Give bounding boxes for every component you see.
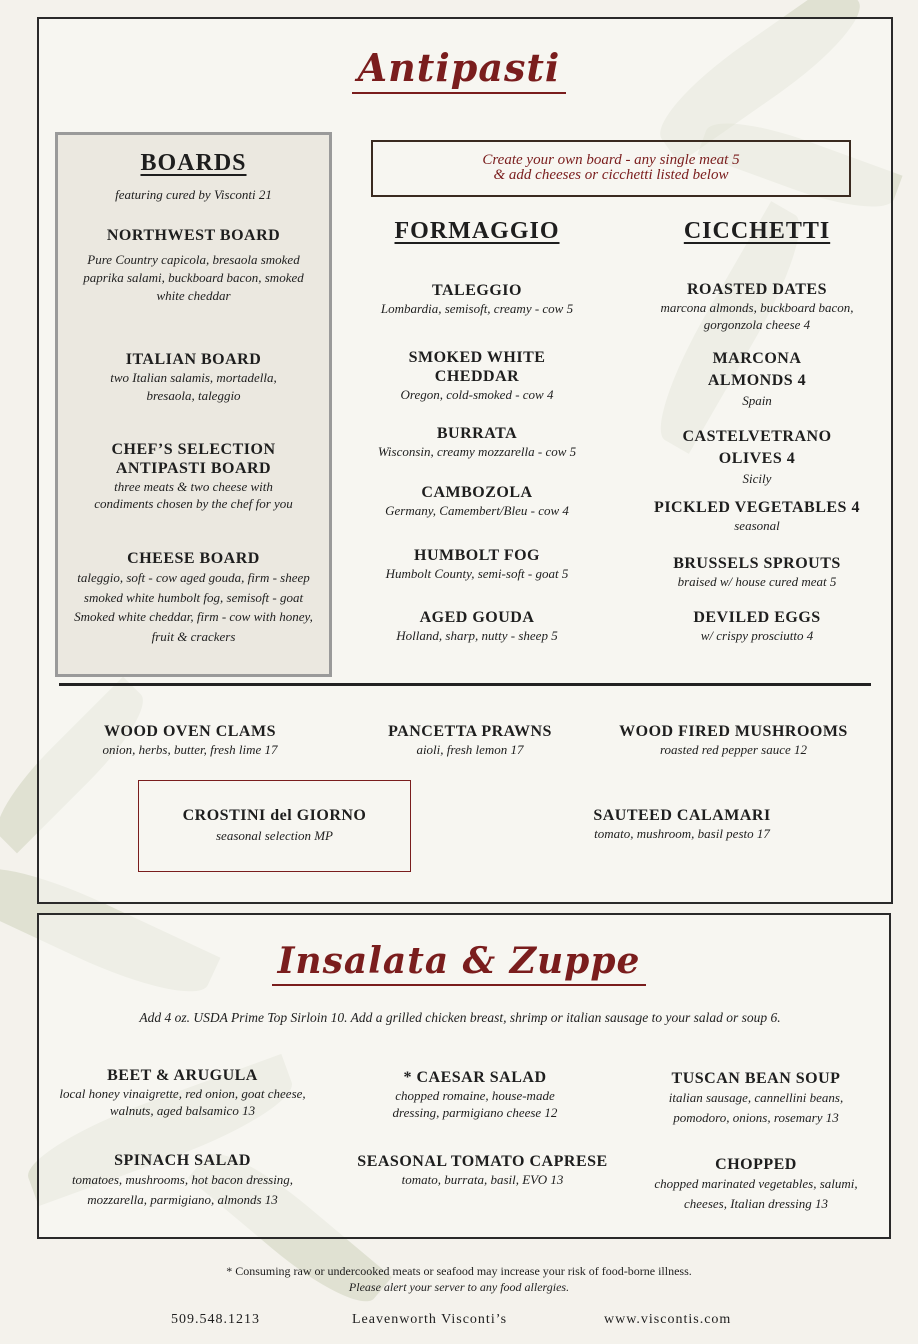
menu-item-taleggio	[352, 281, 602, 317]
menu-item-marcona-almonds	[632, 348, 882, 409]
item-desc: w/ crispy prosciutto 4	[700, 628, 814, 643]
item-desc: Oregon, cold-smoked - cow 4	[400, 387, 554, 402]
item-name: CASTELVETRANO OLIVES 4	[682, 428, 832, 467]
formaggio-heading: FORMAGGIO	[394, 218, 560, 244]
item-desc: Wisconsin, creamy mozzarella - cow 5	[377, 444, 577, 459]
item-name: TUSCAN BEAN SOUP	[671, 1070, 841, 1087]
item-name: HUMBOLT FOG	[414, 547, 540, 564]
footer-restaurant-name: Leavenworth Visconti’s	[352, 1312, 508, 1327]
menu-item-deviled-eggs	[632, 608, 882, 644]
menu-item-spinach-salad	[60, 1151, 305, 1210]
menu-item-smoked-white-cheddar	[352, 348, 602, 403]
item-name-text: CROSTINI del GIORNO	[182, 807, 367, 824]
menu-item-wood-oven-clams	[55, 722, 325, 758]
item-desc: three meats & two cheese with condiments chosen by the chef for you	[94, 479, 293, 511]
allergy-note: Please alert your server to any food allergies.	[348, 1280, 570, 1294]
item-name: WOOD OVEN CLAMS	[104, 723, 276, 740]
insalata-title: Insalata & Zuppe	[0, 940, 918, 982]
menu-item-cheese-board	[62, 549, 325, 646]
menu-item-crostini	[138, 806, 411, 844]
menu-item-tuscan-bean-soup	[640, 1069, 872, 1128]
item-name: * CAESAR SALAD	[403, 1069, 547, 1086]
item-desc: Sicily	[742, 471, 772, 486]
item-name: CHOPPED	[715, 1156, 797, 1173]
create-board-line-1: Create your own board - any single meat 5	[482, 152, 740, 168]
item-name: AGED GOUDA	[419, 609, 535, 626]
footer-phone: 509.548.1213	[171, 1312, 260, 1327]
item-desc: Humbolt County, semi-soft - goat 5	[385, 566, 569, 581]
menu-item-chopped	[640, 1155, 872, 1214]
item-desc: chopped marinated vegetables, salumi, cheeses, Italian dressing 13	[654, 1176, 858, 1211]
item-desc: Spain	[742, 393, 772, 408]
item-desc: braised w/ house cured meat 5	[677, 574, 837, 589]
menu-item-pancetta-prawns	[340, 722, 600, 758]
item-desc: seasonal	[734, 518, 780, 533]
menu-item-northwest-board	[70, 226, 317, 305]
item-name: SPINACH SALAD	[114, 1152, 251, 1169]
item-name: CHEESE BOARD	[127, 550, 260, 567]
create-board-line-2: & add cheeses or cicchetti listed below	[493, 167, 729, 183]
item-desc: tomatoes, mushrooms, hot bacon dressing, mozzarella, parmigiano, almonds 13	[71, 1172, 294, 1207]
menu-item-humbolt-fog	[352, 546, 602, 582]
menu-item-castelvetrano-olives	[632, 426, 882, 487]
menu-item-sauteed-calamari	[552, 806, 812, 842]
item-name: BURRATA	[436, 425, 518, 442]
item-name: BEET & ARUGULA	[107, 1067, 258, 1084]
item-desc: seasonal selection MP	[216, 828, 333, 843]
item-desc: Germany, Camembert/Bleu - cow 4	[385, 503, 569, 518]
antipasti-title: Antipasti	[0, 45, 918, 90]
item-name: CAMBOZOLA	[421, 484, 533, 501]
item-name: NORTHWEST BOARD	[106, 227, 281, 244]
item-name: BRUSSELS SPROUTS	[673, 555, 841, 572]
item-name: TALEGGIO	[432, 282, 522, 299]
item-name: ROASTED DATES	[686, 281, 827, 298]
menu-item-caesar-salad	[355, 1068, 595, 1121]
item-desc: Lombardia, semisoft, creamy - cow 5	[380, 301, 574, 316]
menu-item-wood-fired-mushrooms	[600, 722, 867, 758]
item-desc: Pure Country capicola, bresaola smoked paprika salami, buckboard bacon, smoked white cheddar	[83, 252, 304, 303]
item-name: PICKLED VEGETABLES 4	[654, 499, 860, 516]
insalata-addon-note: Add 4 oz. USDA Prime Top Sirloin 10. Add a grilled chicken breast, shrimp or italian sausage to your salad or soup 6.	[139, 1010, 781, 1025]
boards-subheading: featuring cured by Visconti 21	[115, 187, 272, 202]
item-desc: two Italian salamis, mortadella, bresaola, taleggio	[110, 370, 277, 403]
item-desc: aioli, fresh lemon 17	[416, 742, 524, 757]
item-desc: roasted red pepper sauce 12	[659, 742, 808, 757]
menu-item-tomato-caprese	[330, 1152, 635, 1188]
item-name: MARCONA ALMONDS 4	[707, 350, 807, 389]
item-desc: tomato, mushroom, basil pesto 17	[594, 826, 770, 841]
item-name: SEASONAL TOMATO CAPRESE	[357, 1153, 608, 1170]
menu-item-burrata	[352, 424, 602, 460]
item-desc: taleggio, soft - cow aged gouda, firm - sheep smoked white humbolt fog, semisoft - goat Smoked white cheddar, firm - cow with honey, fruit & crackers	[74, 570, 313, 644]
item-name	[138, 806, 411, 825]
item-desc: Holland, sharp, nutty - sheep 5	[396, 628, 558, 643]
cicchetti-heading: CICCHETTI	[683, 218, 831, 244]
item-desc: onion, herbs, butter, fresh lime 17	[102, 742, 278, 757]
item-name: ITALIAN BOARD	[125, 351, 262, 368]
item-desc: italian sausage, cannellini beans, pomodoro, onions, rosemary 13	[668, 1090, 844, 1125]
item-desc: tomato, burrata, basil, EVO 13	[401, 1172, 564, 1187]
menu-item-chefs-selection-board	[70, 440, 317, 512]
footer-website[interactable]: www.viscontis.com	[604, 1312, 732, 1327]
menu-item-roasted-dates	[632, 280, 882, 333]
item-name: SAUTEED CALAMARI	[593, 807, 771, 824]
food-safety-warning: * Consuming raw or undercooked meats or seafood may increase your risk of food-borne illness.	[226, 1264, 692, 1278]
item-name: CHEF’S SELECTION ANTIPASTI BOARD	[111, 441, 276, 477]
item-desc: chopped romaine, house-made dressing, parmigiano cheese 12	[392, 1088, 558, 1120]
item-desc: marcona almonds, buckboard bacon, gorgonzola cheese 4	[660, 300, 854, 332]
item-name: PANCETTA PRAWNS	[388, 723, 552, 740]
section-divider	[59, 683, 871, 686]
menu-item-cambozola	[352, 483, 602, 519]
item-desc: local honey vinaigrette, red onion, goat cheese, walnuts, aged balsamico 13	[59, 1086, 306, 1118]
menu-item-pickled-vegetables	[632, 498, 882, 534]
item-name: DEVILED EGGS	[693, 609, 821, 626]
item-name: SMOKED WHITE CHEDDAR	[408, 349, 546, 385]
menu-item-beet-arugula	[55, 1066, 310, 1119]
item-name: WOOD FIRED MUSHROOMS	[619, 723, 848, 740]
menu-item-aged-gouda	[352, 608, 602, 644]
boards-heading: BOARDS	[140, 150, 247, 176]
menu-item-brussels-sprouts	[632, 554, 882, 590]
menu-item-italian-board	[70, 350, 317, 405]
